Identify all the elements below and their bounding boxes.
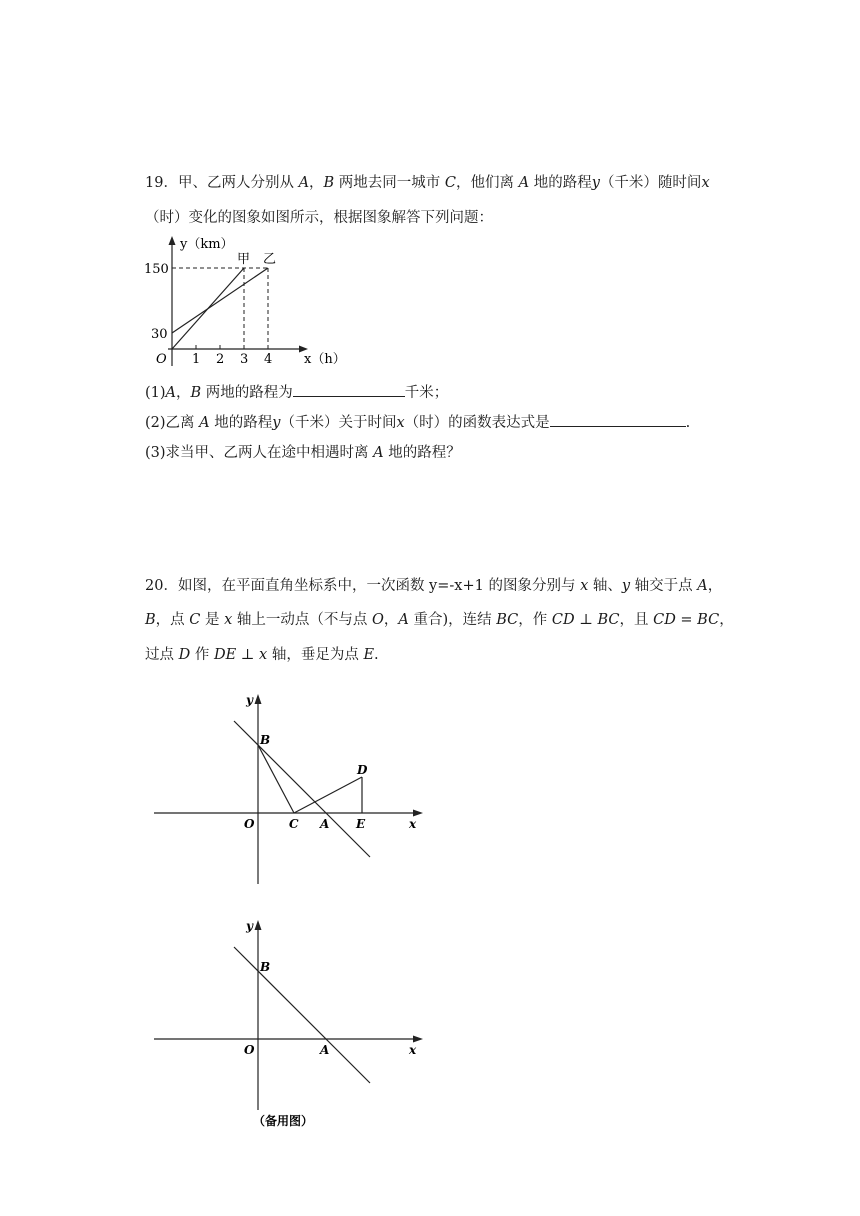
fig2-caption: （备用图） (253, 1114, 314, 1128)
x-tick-1: 1 (192, 352, 201, 367)
series-jia-label: 甲 (237, 252, 251, 267)
fig1-label-x: x (409, 817, 417, 831)
y-tick-30: 30 (151, 327, 168, 342)
fig1-label-O: O (244, 817, 255, 831)
y-axis-label: y（km） (180, 237, 234, 252)
q20-line1: 20．如图，在平面直角坐标系中，一次函数 y=-x+1 的图象分别与 x 轴、y 轴交于点 A， (145, 578, 723, 594)
fig2-x-arrow (413, 1036, 423, 1043)
q19-sub3: (3)求当甲、乙两人在途中相遇时离 A 地的路程？ (145, 445, 461, 461)
fig1-x-arrow (413, 810, 423, 817)
x-axis-label: x（h） (304, 352, 346, 367)
fig1-label-A: A (320, 817, 330, 831)
series-yi-line (172, 268, 268, 333)
fig1-y-arrow (255, 694, 262, 704)
fig2-line-AB (234, 947, 370, 1083)
q19-graph (140, 232, 350, 372)
y-tick-150: 150 (144, 262, 169, 277)
fig1-label-C: C (289, 817, 299, 831)
answer-blank-1[interactable] (293, 382, 405, 397)
fig1-label-E: E (356, 817, 366, 831)
x-tick-4: 4 (264, 352, 273, 367)
fig1-line-AB (234, 721, 370, 857)
fig1-label-D: D (357, 763, 368, 777)
q20-line2: B，点 C 是 x 轴上一动点（不与点 O，A 重合)，连结 BC，作 CD ⊥ BC，且 CD = BC， (145, 612, 734, 628)
q20-line3: 过点 D 作 DE ⊥ x 轴，垂足为点 E. (145, 647, 379, 663)
fig2-label-A: A (320, 1043, 330, 1057)
answer-blank-2[interactable] (550, 412, 686, 427)
fig2-label-O: O (244, 1043, 255, 1057)
origin-label: O (156, 352, 167, 367)
fig1-label-B: B (260, 733, 271, 747)
fig2-y-arrow (255, 920, 262, 930)
fig1-segment-CD (294, 777, 362, 813)
x-tick-2: 2 (216, 352, 225, 367)
fig2-label-y: y (246, 919, 253, 933)
fig2-label-x: x (409, 1043, 417, 1057)
fig2-label-B: B (260, 960, 271, 974)
x-tick-3: 3 (240, 352, 249, 367)
q19-number: 19． (145, 175, 178, 191)
q19-sub1: (1)A，B 两地的路程为 千米； (145, 382, 448, 403)
q19-sub2: (2)乙离 A 地的路程y（千米）关于时间x（时）的函数表达式是 . (145, 412, 690, 433)
q19-line2: （时）变化的图象如图所示，根据图象解答下列问题： (145, 210, 493, 226)
fig1-segment-BC (258, 745, 294, 813)
fig1-label-y: y (246, 693, 253, 707)
series-yi-label: 乙 (263, 252, 277, 267)
y-axis-arrow (169, 236, 176, 245)
q20-figure-1 (150, 688, 430, 888)
q19-line1: 19．甲、乙两人分别从 A，B 两地去同一城市 C，他们离 A 地的路程y（千米）随时间x (145, 175, 710, 191)
q20-number: 20． (145, 578, 178, 594)
q20-figure-2 (150, 914, 430, 1130)
